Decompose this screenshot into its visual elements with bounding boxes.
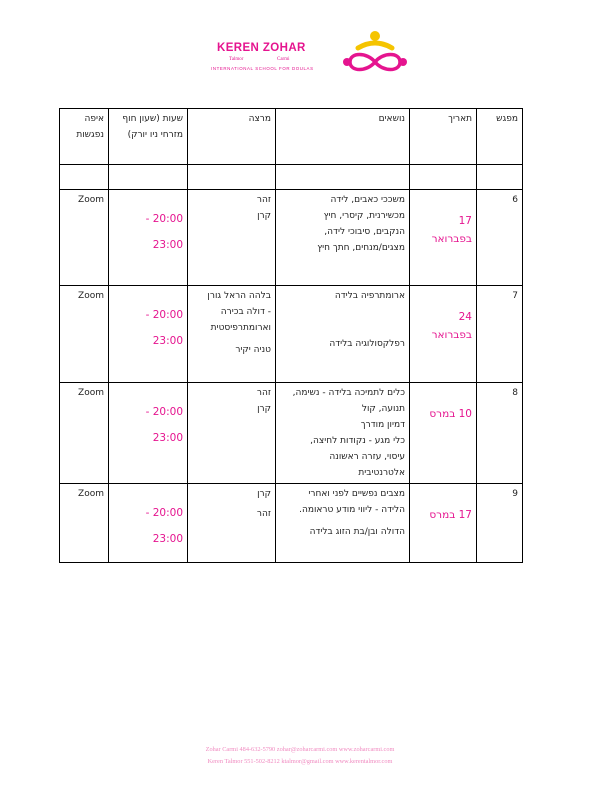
date-line: 10 במרס xyxy=(429,408,472,420)
lecturer-cell xyxy=(188,286,276,383)
table-row-empty xyxy=(60,165,523,190)
brand-logo-icon xyxy=(340,28,410,78)
topic-line: תנועה, קול xyxy=(361,404,405,414)
footer-line-zohar: Zohar Carmi 484-632-5790 zohar@zoharcarmi.com www.zoharcarmi.com xyxy=(205,746,395,753)
meeting-number: 8 xyxy=(477,383,523,484)
topic-line: הדולה ובן/בת הזוג בלידה xyxy=(309,527,405,537)
topic-line: ארומתרפיה בלידה xyxy=(334,291,405,301)
date-line: 17 xyxy=(458,215,472,227)
topic-line: מכשירנית, קיסרי, חיץ xyxy=(323,211,405,221)
lecturer-cell xyxy=(188,383,276,484)
lecturer-line: בלהה הראל גורן xyxy=(207,291,271,301)
lecturer-line: קרן xyxy=(257,489,271,499)
brand-name: KEREN ZOHAR xyxy=(217,42,306,54)
topic-line: הלידה - ליווי מודע טראומה. xyxy=(299,505,405,515)
where-cell: Zoom xyxy=(60,484,109,563)
meeting-number: 6 xyxy=(477,190,523,286)
topic-line: כלי מגע - נקודות לחיצה, xyxy=(310,436,405,446)
hours-start: 20:00 - xyxy=(145,507,183,519)
where-cell: Zoom xyxy=(60,383,109,484)
topics-cell xyxy=(276,383,410,484)
table-row xyxy=(60,383,523,484)
topics-cell xyxy=(276,286,410,383)
hours-end: 23:00 xyxy=(152,432,183,444)
brand-sub-left: Talmor xyxy=(229,57,244,62)
date-cell xyxy=(410,286,477,383)
lecturer-line: זהר xyxy=(256,388,271,398)
hours-start: 20:00 - xyxy=(145,309,183,321)
lecturer-line: - דולה בכירה xyxy=(220,307,271,317)
date-cell xyxy=(410,484,477,563)
topic-line: מצגים/מנחים, חתך חיץ xyxy=(317,243,405,253)
meeting-number: 7 xyxy=(477,286,523,383)
table-header-row xyxy=(60,109,523,165)
date-line: בפברואר xyxy=(431,233,472,245)
hours-start: 20:00 - xyxy=(145,406,183,418)
where-cell: Zoom xyxy=(60,190,109,286)
header-topics: נושאים xyxy=(276,109,410,165)
date-line: 17 במרס xyxy=(429,509,472,521)
topic-line: משככי כאבים, לידה xyxy=(330,195,405,205)
footer-line-keren: Keren Talmor 551-502-8212 ktalmor@gmail.com www.kerentalmor.com xyxy=(207,758,393,765)
date-cell xyxy=(410,190,477,286)
topic-line: רפלקסולוגיה בלידה xyxy=(329,339,405,349)
date-cell xyxy=(410,383,477,484)
where-cell: Zoom xyxy=(60,286,109,383)
table-row xyxy=(60,484,523,563)
topic-line xyxy=(280,320,405,336)
header-lecturer: מרצה xyxy=(188,109,276,165)
contact-footer xyxy=(0,744,600,768)
lecturer-cell xyxy=(188,190,276,286)
hours-cell xyxy=(109,383,188,484)
date-line: 24 xyxy=(458,311,472,323)
topic-line: דמיון מודרך xyxy=(360,420,405,430)
table-row xyxy=(60,286,523,383)
lecturer-line: וארומתרפיסטית xyxy=(210,323,271,333)
table-row xyxy=(60,190,523,286)
date-line: בפברואר xyxy=(431,329,472,341)
lecturer-line: טניה יקיר xyxy=(235,345,271,355)
lecturer-line: זהר xyxy=(256,195,271,205)
hours-start: 20:00 - xyxy=(145,213,183,225)
topic-line xyxy=(280,304,405,320)
meeting-number: 9 xyxy=(477,484,523,563)
topic-line: כלים לתמיכה בלידה - נשימה, xyxy=(292,388,405,398)
hours-end: 23:00 xyxy=(152,335,183,347)
header-meeting: מפגש xyxy=(477,109,523,165)
lecturer-line: קרן xyxy=(257,211,271,221)
topic-line: הנקבים, סיבוכי לידה, xyxy=(324,227,405,237)
hours-cell xyxy=(109,190,188,286)
lecturer-line: זהר xyxy=(256,509,271,519)
lecturer-line: קרן xyxy=(257,404,271,414)
topics-cell xyxy=(276,484,410,563)
brand-sub-right: Carmi xyxy=(277,57,290,62)
schedule-table xyxy=(59,108,523,563)
topic-line: מצבים נפשיים לפני ואחרי xyxy=(308,489,405,499)
brand-tagline: INTERNATIONAL SCHOOL FOR DOULAS xyxy=(211,66,314,71)
hours-end: 23:00 xyxy=(152,239,183,251)
header-date: תאריך xyxy=(410,109,477,165)
topic-line: עיסוי, עזרה ראשונה xyxy=(329,452,405,462)
hours-cell xyxy=(109,484,188,563)
header-where: איפה נפגשות xyxy=(60,109,109,165)
topics-cell xyxy=(276,190,410,286)
topic-line: אלטרנטיבית xyxy=(358,468,405,478)
hours-cell xyxy=(109,286,188,383)
header-hours: שעות (שעון חוף מזרחי ניו יורק) xyxy=(109,109,188,165)
lecturer-cell xyxy=(188,484,276,563)
hours-end: 23:00 xyxy=(152,533,183,545)
